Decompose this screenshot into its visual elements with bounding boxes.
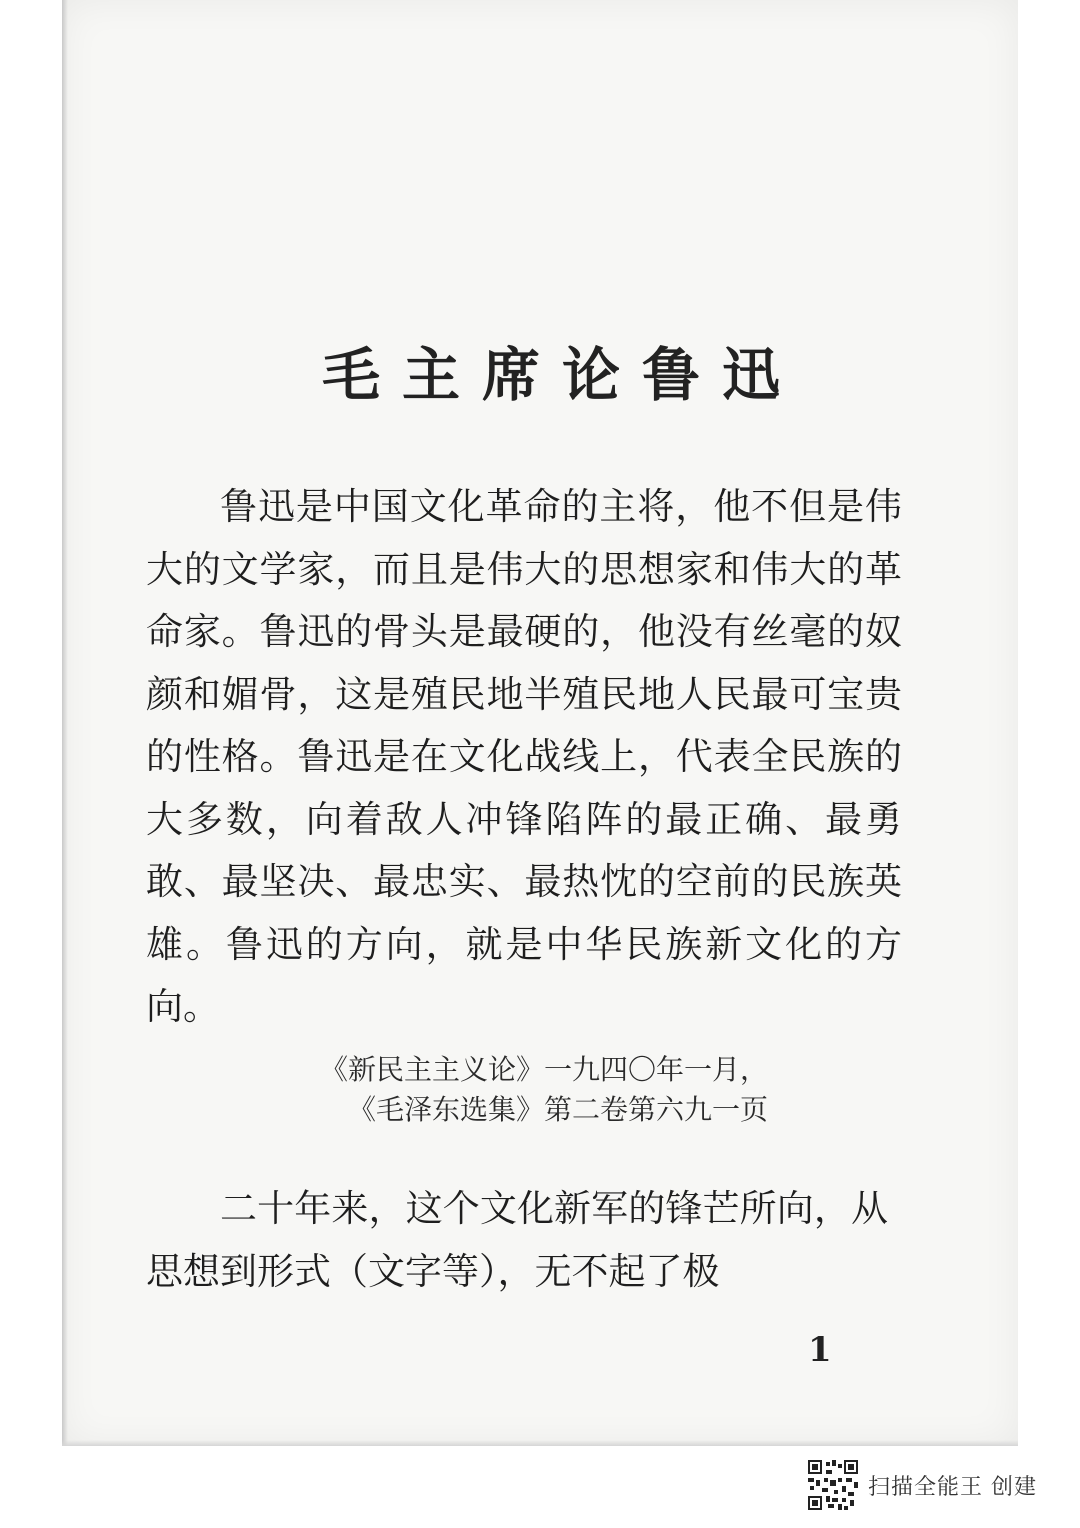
citation-line-1: 《新民主主义论》一九四〇年一月， — [320, 1053, 769, 1086]
page-number: 1 — [808, 1330, 832, 1370]
citation — [320, 1050, 880, 1130]
watermark-text: 扫描全能王 创建 — [868, 1474, 1037, 1500]
citation-line-2: 《毛泽东选集》第二卷第六九一页 — [348, 1093, 769, 1126]
body-paragraph-2: 二十年来，这个文化新军的锋芒所向，从思想到形式（文字等），无不起了极 — [146, 1187, 888, 1293]
scanner-watermark — [808, 1460, 1037, 1510]
page-edge-shadow-bottom — [62, 1440, 1018, 1446]
page-title: 毛主席论鲁迅 — [321, 341, 802, 409]
qr-code-icon — [808, 1460, 858, 1510]
page-edge-shadow-left — [62, 0, 68, 1446]
body-paragraph-1: 鲁迅是中国文化革命的主将，他不但是伟大的文学家，而且是伟大的思想家和伟大的革命家。鲁迅的骨头是最硬的，他没有丝毫的奴颜和媚骨，这是殖民地半殖民地人民最可宝贵的性格。鲁迅是在文化战线上，代表全民族的大多数，向着敌人冲锋陷阵的最正确、最勇敢、最坚决、最忠实、最热忱的空前的民族英雄。鲁迅的方向，就是中华民族新文化的方向。 — [146, 485, 902, 1028]
